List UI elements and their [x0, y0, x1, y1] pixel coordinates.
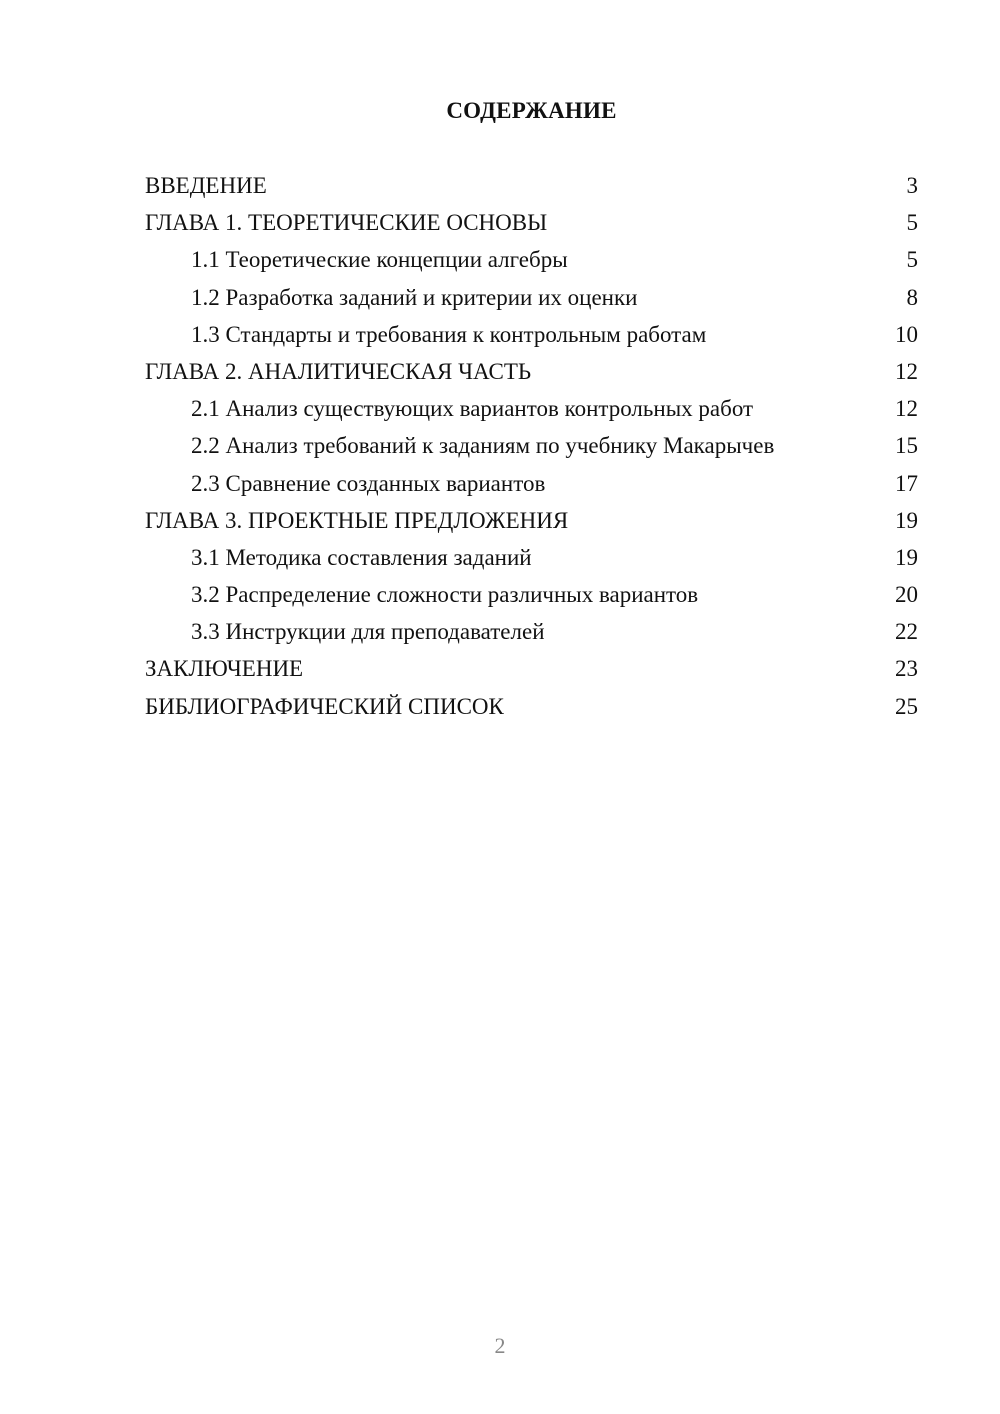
toc-entry-page: 5: [906, 247, 918, 273]
toc-entry-label: 1.3 Стандарты и требования к контрольным работам: [191, 321, 707, 347]
toc-entry-label: 3.1 Методика составления заданий: [191, 544, 532, 570]
toc-entry-page: 10: [895, 321, 918, 347]
toc-entry-conclusion[interactable]: [145, 650, 918, 687]
toc-entry-section-2-1[interactable]: [145, 390, 918, 427]
toc-entry-label: ГЛАВА 3. ПРОЕКТНЫЕ ПРЕДЛОЖЕНИЯ: [145, 507, 569, 533]
toc-entry-section-2-2[interactable]: [145, 427, 918, 464]
toc-entry-label: 2.2 Анализ требований к заданиям по учебнику Макарычев: [191, 433, 775, 459]
toc-entry-page: 3: [906, 173, 918, 198]
toc-entry-label: ВВЕДЕНИЕ: [145, 173, 267, 198]
toc-entry-chapter-1[interactable]: [145, 204, 918, 241]
table-of-contents: [145, 167, 918, 725]
toc-entry-chapter-2[interactable]: [145, 353, 918, 390]
toc-entry-page: 19: [895, 507, 918, 533]
toc-entry-page: 12: [895, 396, 918, 422]
toc-entry-page: 5: [906, 210, 918, 236]
toc-entry-page: 15: [895, 433, 918, 459]
toc-entry-section-3-2[interactable]: [145, 576, 918, 613]
toc-entry-label: 1.1 Теоретические концепции алгебры: [191, 247, 568, 273]
toc-entry-section-1-1[interactable]: [145, 241, 918, 278]
toc-entry-page: 17: [895, 470, 918, 496]
toc-entry-page: 8: [906, 284, 918, 310]
toc-entry-chapter-3[interactable]: [145, 502, 918, 539]
toc-entry-section-2-3[interactable]: [145, 465, 918, 502]
toc-entry-page: 22: [895, 619, 918, 645]
toc-entry-label: 3.3 Инструкции для преподавателей: [191, 619, 545, 645]
toc-entry-introduction[interactable]: [145, 167, 918, 204]
toc-entry-page: 20: [895, 582, 918, 608]
toc-entry-section-1-3[interactable]: [145, 316, 918, 353]
toc-entry-bibliography[interactable]: [145, 688, 918, 725]
toc-entry-label: 3.2 Распределение сложности различных вариантов: [191, 582, 699, 608]
page-number: 2: [494, 1333, 506, 1358]
toc-entry-label: 2.1 Анализ существующих вариантов контрольных работ: [191, 396, 754, 422]
toc-entry-page: 25: [895, 693, 918, 719]
toc-entry-page: 12: [895, 358, 918, 384]
toc-entry-label: 1.2 Разработка заданий и критерии их оценки: [191, 284, 638, 310]
toc-entry-page: 19: [895, 544, 918, 570]
toc-entry-label: 2.3 Сравнение созданных вариантов: [191, 470, 546, 496]
toc-entry-section-1-2[interactable]: [145, 279, 918, 316]
toc-entry-label: ЗАКЛЮЧЕНИЕ: [145, 656, 304, 682]
toc-entry-label: ГЛАВА 2. АНАЛИТИЧЕСКАЯ ЧАСТЬ: [145, 358, 532, 384]
toc-entry-page: 23: [895, 656, 918, 682]
toc-entry-label: БИБЛИОГРАФИЧЕСКИЙ СПИСОК: [145, 693, 504, 719]
toc-entry-label: ГЛАВА 1. ТЕОРЕТИЧЕСКИЕ ОСНОВЫ: [145, 210, 548, 236]
toc-title: СОДЕРЖАНИЕ: [446, 98, 617, 123]
toc-entry-section-3-3[interactable]: [145, 613, 918, 650]
toc-entry-section-3-1[interactable]: [145, 539, 918, 576]
